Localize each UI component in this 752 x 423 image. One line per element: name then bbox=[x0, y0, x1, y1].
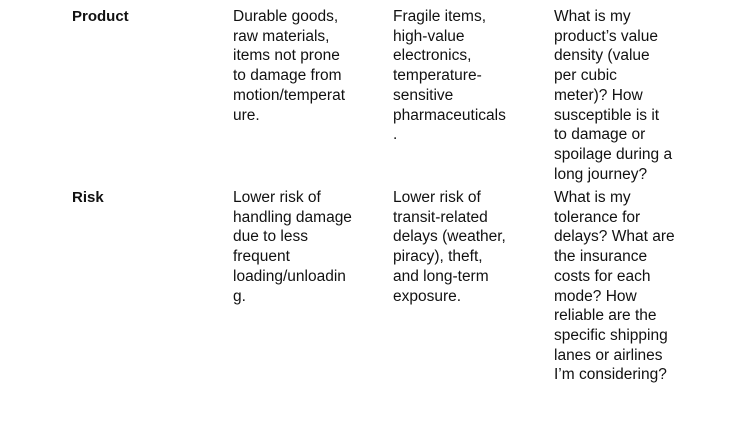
product-col-c-text: What is my product’s value density (value per cubic meter)? How susceptible is it to damage or spoilage during a long journey? bbox=[554, 8, 673, 183]
row-label-risk: Risk bbox=[72, 189, 104, 206]
risk-col-b-text: Lower risk of transit-related delays (weather, piracy), theft, and long-term exposure. bbox=[393, 189, 506, 305]
risk-col-a-text: Lower risk of handling damage due to less frequent loading/unloadin g. bbox=[233, 189, 352, 305]
row-label-product: Product bbox=[72, 8, 129, 25]
product-col-a-text: Durable goods, raw materials, items not prone to damage from motion/temperat ure. bbox=[233, 8, 345, 124]
product-col-b-text: Fragile items, high-value electronics, temperature- sensitive pharmaceuticals . bbox=[393, 8, 506, 144]
risk-col-c-text: What is my tolerance for delays? What are the insurance costs for each mode? How reliable are the specific shipping lanes or airlines I’m considering? bbox=[554, 189, 675, 384]
